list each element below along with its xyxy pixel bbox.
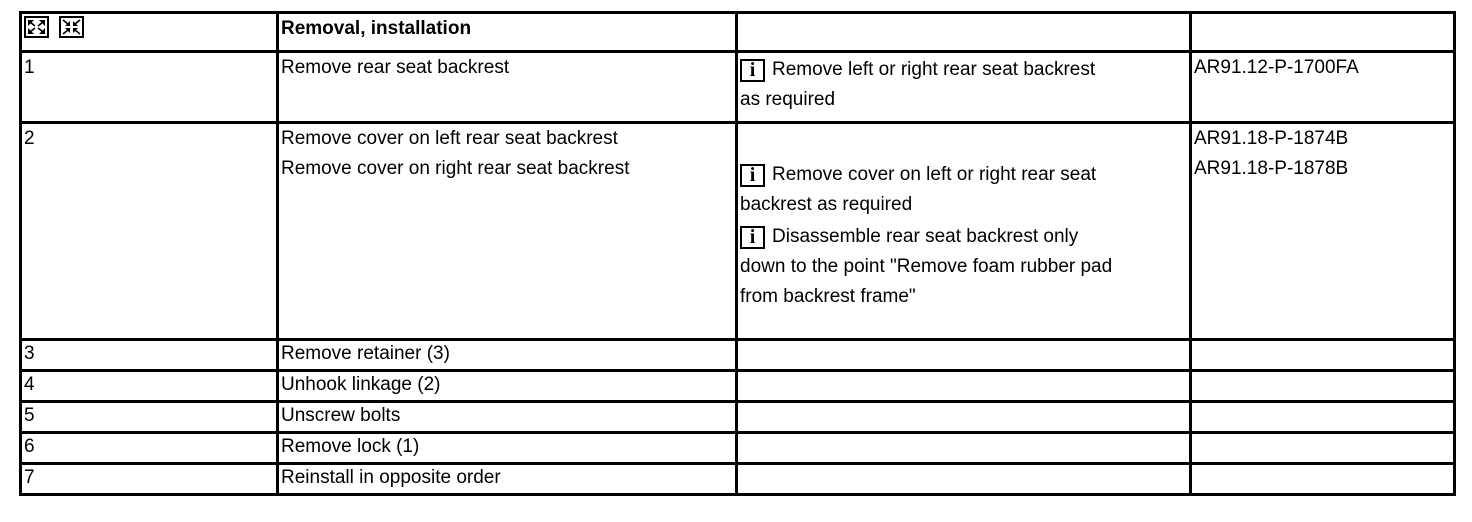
step-refs [1191,464,1455,495]
step-action: Reinstall in opposite order [278,464,737,495]
action-text: Remove rear seat backrest [281,57,510,78]
info-icon[interactable]: i [740,59,765,82]
table-row [21,464,1455,495]
step-action: Unhook linkage (2) [278,371,737,402]
step-number: 2 [21,123,278,340]
header-refs-cell [1191,13,1455,52]
step-notes [737,371,1191,402]
step-refs [1191,371,1455,402]
note-line: i Disassemble rear seat backrest only [740,222,1187,252]
document-link[interactable]: AR91.18-P-1874B [1194,128,1349,149]
note-line: as required [740,89,836,110]
step-action [278,52,737,123]
step-number: 5 [21,402,278,433]
info-icon[interactable]: i [740,164,765,187]
step-action: Unscrew bolts [278,402,737,433]
header-icon-cell [21,13,278,52]
step-action [278,123,737,340]
note-line: from backrest frame" [740,286,916,307]
step-number: 3 [21,340,278,371]
note-line: i Remove cover on left or right rear seat [740,160,1187,190]
step-notes [737,464,1191,495]
action-text: Remove cover on left rear seat backrest [281,128,618,149]
step-refs [1191,433,1455,464]
note-line: backrest as required [740,194,913,215]
step-number: 4 [21,371,278,402]
collapse-all-icon[interactable] [59,16,84,38]
table-row [21,402,1455,433]
step-action: Remove lock (1) [278,433,737,464]
step-number: 6 [21,433,278,464]
action-text: Remove cover on right rear seat backrest [281,158,630,179]
step-number: 1 [21,52,278,123]
table-row [21,371,1455,402]
step-number: 7 [21,464,278,495]
step-refs [1191,340,1455,371]
table-header-row [21,13,1455,52]
step-refs [1191,52,1455,123]
step-refs [1191,123,1455,340]
procedure-table [19,11,1456,496]
step-refs [1191,402,1455,433]
table-row [21,52,1455,123]
step-notes [737,433,1191,464]
step-notes [737,52,1191,123]
step-notes [737,402,1191,433]
table-row [21,340,1455,371]
document-link[interactable]: AR91.18-P-1878B [1194,158,1349,179]
document-link[interactable]: AR91.12-P-1700FA [1194,57,1359,78]
expand-all-icon[interactable] [24,16,49,38]
note-line: down to the point "Remove foam rubber pad [740,256,1113,277]
page-title: Removal, installation [278,13,737,52]
info-icon[interactable]: i [740,226,765,249]
header-notes-cell [737,13,1191,52]
step-notes [737,123,1191,340]
step-action: Remove retainer (3) [278,340,737,371]
table-row [21,123,1455,340]
note-line: i Remove left or right rear seat backrest [740,55,1187,85]
table-row [21,433,1455,464]
step-notes [737,340,1191,371]
